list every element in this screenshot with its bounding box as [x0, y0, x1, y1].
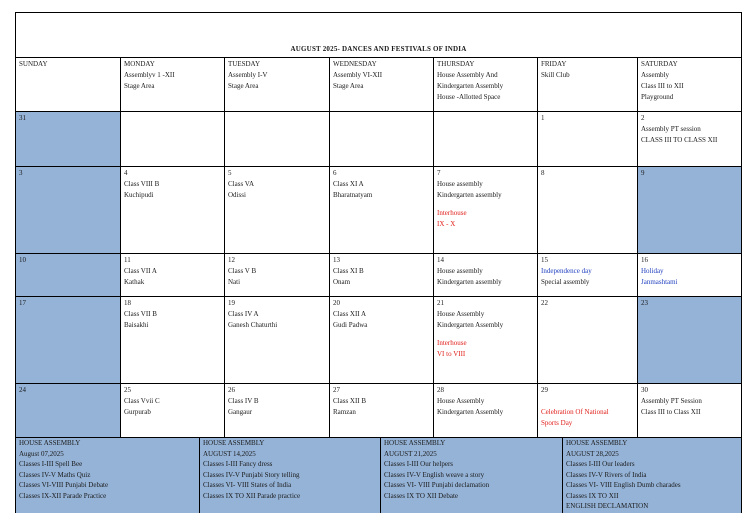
event-text: Class XII B — [333, 397, 367, 405]
day-cell — [329, 253, 433, 296]
date-number: 18 — [124, 299, 131, 307]
date-number: 2 — [641, 114, 645, 122]
day-cell — [120, 166, 224, 253]
day-cell — [637, 253, 741, 296]
house-assembly-item: Classes VI- VIII States of India — [203, 481, 292, 489]
day-cell — [433, 111, 537, 166]
event-text: Baisakhi — [124, 321, 149, 329]
day-cell — [537, 111, 637, 166]
date-number: 24 — [19, 386, 26, 394]
event-text: Class VII A — [124, 267, 157, 275]
header-cell-tuesday — [224, 57, 329, 111]
house-assembly-item: Classes I-III Our helpers — [384, 460, 454, 468]
day-cell — [120, 383, 224, 437]
house-assembly-item: Classes IV-V English weave a story — [384, 470, 485, 479]
header-note: House -Allotted Space — [437, 93, 501, 101]
event-text: Class XII A — [333, 310, 367, 318]
calendar-title: AUGUST 2025- DANCES AND FESTIVALS OF INDIA — [290, 45, 467, 53]
highlight-event-text: VI to VIII — [437, 350, 466, 358]
day-cell — [637, 296, 741, 383]
day-cell — [16, 166, 120, 253]
event-text: Kathak — [124, 278, 145, 286]
day-cell — [637, 166, 741, 253]
header-note: Assembly VI-XII — [333, 71, 383, 79]
date-number: 4 — [124, 169, 128, 177]
day-name: TUESDAY — [228, 60, 261, 68]
day-cell — [433, 383, 537, 437]
date-number: 1 — [541, 114, 545, 122]
header-note: Assembly — [641, 71, 669, 79]
event-text: Assembly PT Session — [641, 397, 702, 405]
date-number: 10 — [19, 256, 26, 264]
house-assembly-date: August 07,2025 — [19, 449, 64, 458]
day-cell — [537, 166, 637, 253]
day-cell — [433, 296, 537, 383]
house-assembly-item: Classes I-III Fancy dress — [203, 460, 273, 468]
week-row — [16, 111, 741, 166]
date-number: 25 — [124, 386, 131, 394]
event-text: Class III to Class XII — [641, 408, 701, 416]
event-text: House Assembly — [437, 310, 485, 318]
house-assembly-block — [380, 438, 562, 513]
event-text: Class XI B — [333, 267, 364, 275]
date-number: 26 — [228, 386, 235, 394]
date-number: 19 — [228, 299, 235, 307]
event-text: Class V B — [228, 267, 257, 275]
house-assembly-item: Classes I-III Our leaders — [566, 460, 635, 468]
holiday-text: Janmashtami — [641, 278, 678, 286]
event-text: Gangaur — [228, 408, 253, 416]
header-note: House Assembly And — [437, 71, 498, 79]
day-cell — [224, 253, 329, 296]
day-cell — [637, 383, 741, 437]
day-cell — [537, 253, 637, 296]
week-row — [16, 383, 741, 437]
header-row — [16, 57, 741, 111]
house-assembly-date: AUGUST 21,2025 — [384, 449, 437, 458]
event-text: Ramzan — [333, 408, 356, 416]
day-cell — [120, 111, 224, 166]
event-text: Class VA — [228, 180, 255, 188]
day-cell — [224, 383, 329, 437]
house-assembly-heading: HOUSE ASSEMBLY — [384, 439, 446, 447]
header-cell-wednesday — [329, 57, 433, 111]
event-text: Assembly PT session — [641, 125, 701, 133]
house-assembly-date: AUGUST 14,2025 — [203, 449, 256, 458]
day-cell — [329, 296, 433, 383]
day-cell — [224, 296, 329, 383]
day-cell — [433, 253, 537, 296]
date-number: 6 — [333, 169, 337, 177]
header-note: Playground — [641, 93, 674, 101]
house-assembly-footer — [16, 437, 741, 513]
date-number: 28 — [437, 386, 444, 394]
day-cell — [537, 383, 637, 437]
highlight-event-text: Interhouse — [437, 339, 467, 347]
day-cell — [329, 383, 433, 437]
date-number: 12 — [228, 256, 235, 264]
house-assembly-item: Classes IV-V Rivers of India — [566, 470, 647, 479]
event-text: Kindergarten Assembly — [437, 408, 504, 416]
day-name: SATURDAY — [641, 60, 678, 68]
house-assembly-item: Classes IX TO XII — [566, 491, 619, 500]
day-cell — [16, 111, 120, 166]
house-assembly-heading: HOUSE ASSEMBLY — [203, 439, 265, 447]
date-number: 15 — [541, 256, 548, 264]
house-assembly-item: Classes VI- VIII Punjabi declamation — [384, 481, 490, 489]
event-text: Class IV B — [228, 397, 259, 405]
highlight-event-text: Sports Day — [541, 419, 573, 427]
highlight-event-text: IX - X — [437, 220, 456, 228]
day-cell — [537, 296, 637, 383]
event-text: Kuchipudi — [124, 191, 154, 199]
date-number: 17 — [19, 299, 26, 307]
day-cell — [16, 253, 120, 296]
event-text: Kindergarten assembly — [437, 191, 502, 199]
house-assembly-item: Classes IV-V Maths Quiz — [19, 470, 91, 479]
house-assembly-item: Classes IX TO XII Debate — [384, 491, 459, 500]
date-number: 5 — [228, 169, 232, 177]
house-assembly-item: Classes IV-V Punjabi Story telling — [203, 470, 300, 479]
day-cell — [224, 166, 329, 253]
header-note: Kindergarten Assembly — [437, 82, 504, 90]
date-number: 3 — [19, 169, 23, 177]
house-assembly-item: Classes VI- VIII English Dumb charades — [566, 481, 681, 489]
day-cell — [637, 111, 741, 166]
week-row — [16, 166, 741, 253]
house-assembly-item: Classes IX-XII Parade Practice — [19, 491, 107, 500]
day-cell — [433, 166, 537, 253]
day-name: THURSDAY — [437, 60, 475, 68]
house-assembly-item: Classes I-III Spell Bee — [19, 460, 83, 468]
header-cell-saturday — [637, 57, 741, 111]
date-number: 16 — [641, 256, 648, 264]
date-number: 9 — [641, 169, 645, 177]
event-text: Gudi Padwa — [333, 321, 368, 329]
day-name: FRIDAY — [541, 60, 567, 68]
event-text: Class VIII B — [124, 180, 160, 188]
date-number: 13 — [333, 256, 340, 264]
date-number: 11 — [124, 256, 131, 264]
header-note: Skill Club — [541, 71, 570, 79]
event-text: Onam — [333, 278, 351, 286]
day-cell — [120, 253, 224, 296]
event-text: Class VII B — [124, 310, 157, 318]
day-cell — [224, 111, 329, 166]
calendar-sheet — [15, 12, 742, 513]
house-assembly-item: Classes VI-VIII Punjabi Debate — [19, 481, 109, 489]
day-cell — [329, 166, 433, 253]
event-text: Gurpurab — [124, 408, 151, 416]
day-cell — [16, 296, 120, 383]
date-number: 8 — [541, 169, 545, 177]
header-cell-sunday — [16, 57, 120, 111]
header-note: Assembly I-V — [228, 71, 268, 79]
event-text: House assembly — [437, 267, 483, 275]
house-assembly-date: AUGUST 28,2025 — [566, 449, 619, 458]
event-text: Ganesh Chaturthi — [228, 321, 278, 329]
day-name: SUNDAY — [19, 60, 48, 68]
event-text: Class IV A — [228, 310, 259, 318]
event-text: Kindergarten assembly — [437, 278, 502, 286]
house-assembly-block — [16, 438, 199, 513]
header-note: Stage Area — [228, 82, 259, 90]
highlight-event-text: Celebration Of National — [541, 408, 609, 416]
header-note: Stage Area — [333, 82, 364, 90]
header-note: Assemblyv 1 -XII — [124, 71, 175, 79]
header-note: Stage Area — [124, 82, 155, 90]
house-assembly-block — [199, 438, 380, 513]
house-assembly-item: Classes IX TO XII Parade practice — [203, 491, 301, 500]
date-number: 21 — [437, 299, 444, 307]
date-number: 20 — [333, 299, 340, 307]
date-number: 31 — [19, 114, 26, 122]
week-row — [16, 296, 741, 383]
house-assembly-heading: HOUSE ASSEMBLY — [19, 439, 81, 447]
event-text: Odissi — [228, 191, 246, 199]
event-text: CLASS III TO CLASS XII — [641, 136, 718, 144]
house-assembly-item: ENGLISH DECLAMATION — [566, 502, 649, 510]
header-cell-friday — [537, 57, 637, 111]
house-assembly-heading: HOUSE ASSEMBLY — [566, 439, 628, 447]
week-row — [16, 253, 741, 296]
date-number: 14 — [437, 256, 444, 264]
event-text: House assembly — [437, 180, 483, 188]
holiday-text: Independence day — [541, 267, 592, 275]
event-text: Class Vvii C — [124, 397, 160, 405]
date-number: 23 — [641, 299, 648, 307]
house-assembly-block — [562, 438, 741, 513]
day-cell — [120, 296, 224, 383]
header-cell-monday — [120, 57, 224, 111]
highlight-event-text: Interhouse — [437, 209, 467, 217]
event-text: Bharatnatyam — [333, 191, 373, 199]
day-cell — [16, 383, 120, 437]
event-text: Kindergarten Assembly — [437, 321, 504, 329]
event-text: Special assembly — [541, 278, 590, 286]
event-text: Nati — [228, 278, 241, 286]
event-text: Class XI A — [333, 180, 364, 188]
date-number: 7 — [437, 169, 441, 177]
date-number: 22 — [541, 299, 548, 307]
header-note: Class III to XII — [641, 82, 684, 90]
date-number: 27 — [333, 386, 340, 394]
day-cell — [329, 111, 433, 166]
date-number: 29 — [541, 386, 548, 394]
day-name: MONDAY — [124, 60, 155, 68]
event-text: House Assembly — [437, 397, 485, 405]
date-number: 30 — [641, 386, 648, 394]
day-name: WEDNESDAY — [333, 60, 377, 68]
holiday-text: Holiday — [641, 267, 664, 275]
header-cell-thursday — [433, 57, 537, 111]
